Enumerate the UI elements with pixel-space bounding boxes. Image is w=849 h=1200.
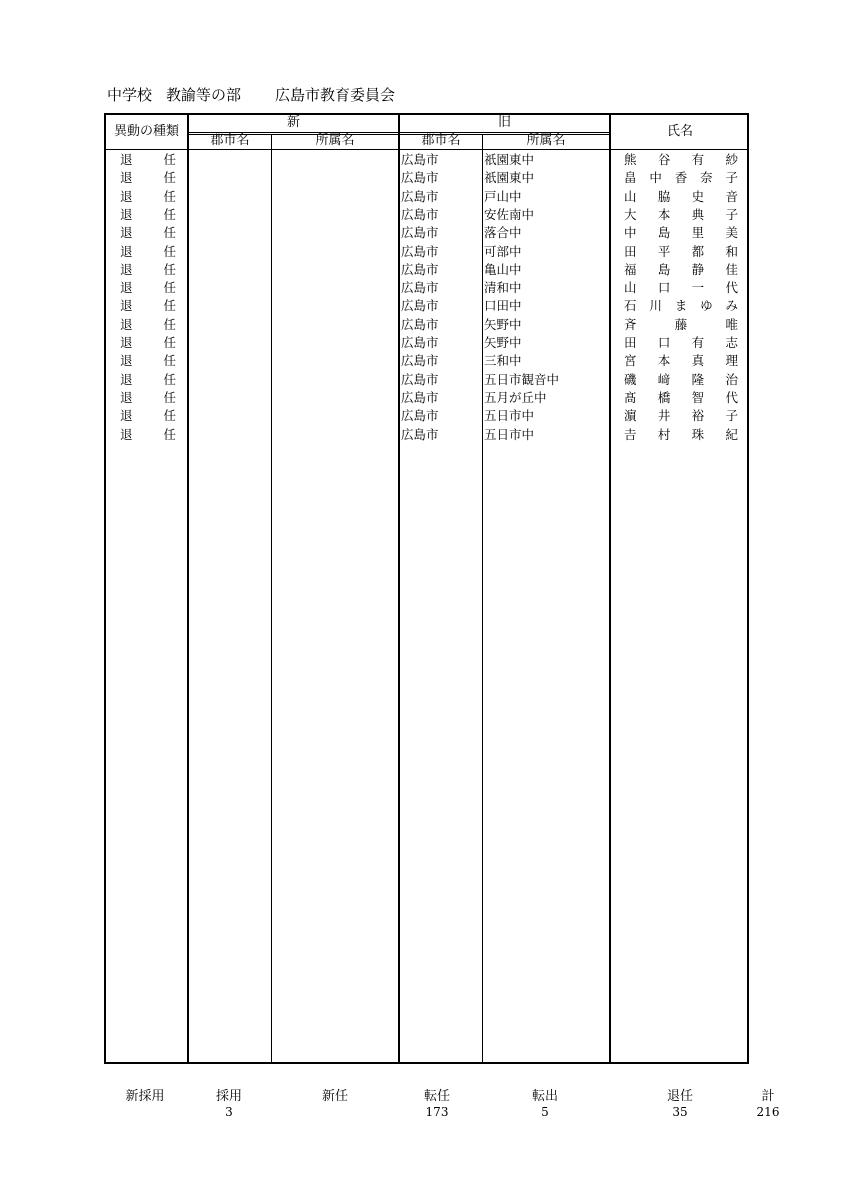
table-row xyxy=(106,407,747,425)
old-city: 広島市 xyxy=(401,188,439,204)
change-type: 退 任 xyxy=(120,280,176,296)
total-label: 計 xyxy=(761,1089,775,1104)
old-school: 亀山中 xyxy=(484,261,522,277)
person-name: 斉 藤 唯 xyxy=(624,316,738,332)
table-row xyxy=(106,279,747,297)
old-city: 広島市 xyxy=(401,389,439,405)
old-city: 広島市 xyxy=(401,298,439,314)
table-row xyxy=(106,169,747,187)
header-old-city: 郡市名 xyxy=(421,133,461,148)
person-name: 髙 橋 智 代 xyxy=(624,389,738,405)
total-value: 216 xyxy=(756,1105,780,1119)
old-city: 広島市 xyxy=(401,335,439,350)
table-row xyxy=(106,352,747,370)
person-name: 石 川 ま ゆ み xyxy=(624,298,738,314)
table-row xyxy=(106,334,747,352)
table-row xyxy=(106,151,747,169)
page-title xyxy=(107,84,395,105)
change-type: 退 任 xyxy=(120,152,176,167)
total-label: 新任 xyxy=(321,1089,348,1104)
person-name: 福 島 静 佳 xyxy=(624,261,738,277)
change-type: 退 任 xyxy=(120,335,176,350)
old-city: 広島市 xyxy=(401,206,439,222)
change-type: 退 任 xyxy=(120,261,176,277)
change-type: 退 任 xyxy=(120,188,176,204)
total-label: 転出 xyxy=(531,1089,558,1104)
table-row xyxy=(106,224,747,242)
personnel-table xyxy=(104,113,749,1064)
old-school: 落合中 xyxy=(484,225,522,241)
title-category: 中学校 xyxy=(107,86,153,104)
old-city: 広島市 xyxy=(401,316,439,332)
header-type: 異動の種類 xyxy=(113,124,179,139)
total-value: 3 xyxy=(225,1105,233,1119)
old-school: 矢野中 xyxy=(484,335,522,350)
table-row xyxy=(106,188,747,206)
header-new-city: 郡市名 xyxy=(210,133,250,148)
person-name: 大 本 典 子 xyxy=(624,206,738,222)
old-school: 五日市中 xyxy=(484,426,535,442)
total-label: 退任 xyxy=(666,1089,693,1104)
person-name: 田 口 有 志 xyxy=(624,335,738,350)
person-name: 田 平 都 和 xyxy=(624,243,738,259)
header-name: 氏名 xyxy=(666,124,693,139)
table-row xyxy=(106,297,747,315)
change-type: 退 任 xyxy=(120,298,176,314)
old-school: 祇園東中 xyxy=(484,170,535,186)
total-label: 新採用 xyxy=(125,1089,165,1104)
old-city: 広島市 xyxy=(401,280,439,296)
table-row xyxy=(106,206,747,224)
change-type: 退 任 xyxy=(120,353,176,369)
table-row xyxy=(106,371,747,389)
change-type: 退 任 xyxy=(120,243,176,259)
table-row xyxy=(106,389,747,407)
person-name: 宮 本 真 理 xyxy=(624,353,738,369)
change-type: 退 任 xyxy=(120,170,176,186)
old-school: 安佐南中 xyxy=(484,206,535,222)
old-city: 広島市 xyxy=(401,225,439,241)
old-school: 五月が丘中 xyxy=(484,389,547,405)
old-city: 広島市 xyxy=(401,261,439,277)
change-type: 退 任 xyxy=(120,225,176,241)
title-board: 広島市教育委員会 xyxy=(275,86,396,104)
divider xyxy=(106,149,747,150)
header-new: 新 xyxy=(286,115,300,130)
person-name: 山 脇 史 音 xyxy=(624,188,738,204)
person-name: 畠 中 香 奈 子 xyxy=(624,170,738,186)
change-type: 退 任 xyxy=(120,316,176,332)
old-school: 可部中 xyxy=(484,243,522,259)
title-section: 教諭等の部 xyxy=(166,86,242,104)
header-old: 旧 xyxy=(497,115,511,130)
old-city: 広島市 xyxy=(401,170,439,186)
old-city: 広島市 xyxy=(401,371,439,387)
old-school: 口田中 xyxy=(484,298,522,314)
person-name: 熊 谷 有 紗 xyxy=(624,152,738,167)
person-name: 山 口 一 代 xyxy=(624,280,738,296)
change-type: 退 任 xyxy=(120,371,176,387)
old-city: 広島市 xyxy=(401,243,439,259)
table-row xyxy=(106,426,747,444)
change-type: 退 任 xyxy=(120,426,176,442)
total-label: 採用 xyxy=(215,1089,242,1104)
old-school: 五日市中 xyxy=(484,408,535,424)
total-value: 173 xyxy=(425,1105,449,1119)
change-type: 退 任 xyxy=(120,408,176,424)
old-school: 清和中 xyxy=(484,280,522,296)
old-school: 矢野中 xyxy=(484,316,522,332)
change-type: 退 任 xyxy=(120,206,176,222)
header-old-school: 所属名 xyxy=(526,133,566,148)
old-school: 三和中 xyxy=(484,353,522,369)
table-row xyxy=(106,316,747,334)
old-city: 広島市 xyxy=(401,408,439,424)
old-city: 広島市 xyxy=(401,152,439,167)
old-school: 五日市観音中 xyxy=(484,371,560,387)
old-city: 広島市 xyxy=(401,353,439,369)
person-name: 中 島 里 美 xyxy=(624,225,738,241)
person-name: 濵 井 裕 子 xyxy=(624,408,738,424)
total-label: 転任 xyxy=(423,1089,450,1104)
table-row xyxy=(106,243,747,261)
person-name: 磯 﨑 隆 治 xyxy=(624,371,738,387)
old-school: 戸山中 xyxy=(484,188,522,204)
total-value: 35 xyxy=(672,1105,688,1119)
header-new-school: 所属名 xyxy=(315,133,355,148)
person-name: 𠮷 村 珠 紀 xyxy=(624,426,738,442)
total-value: 5 xyxy=(541,1105,549,1119)
old-school: 祇園東中 xyxy=(484,152,535,167)
table-row xyxy=(106,261,747,279)
change-type: 退 任 xyxy=(120,389,176,405)
old-city: 広島市 xyxy=(401,426,439,442)
